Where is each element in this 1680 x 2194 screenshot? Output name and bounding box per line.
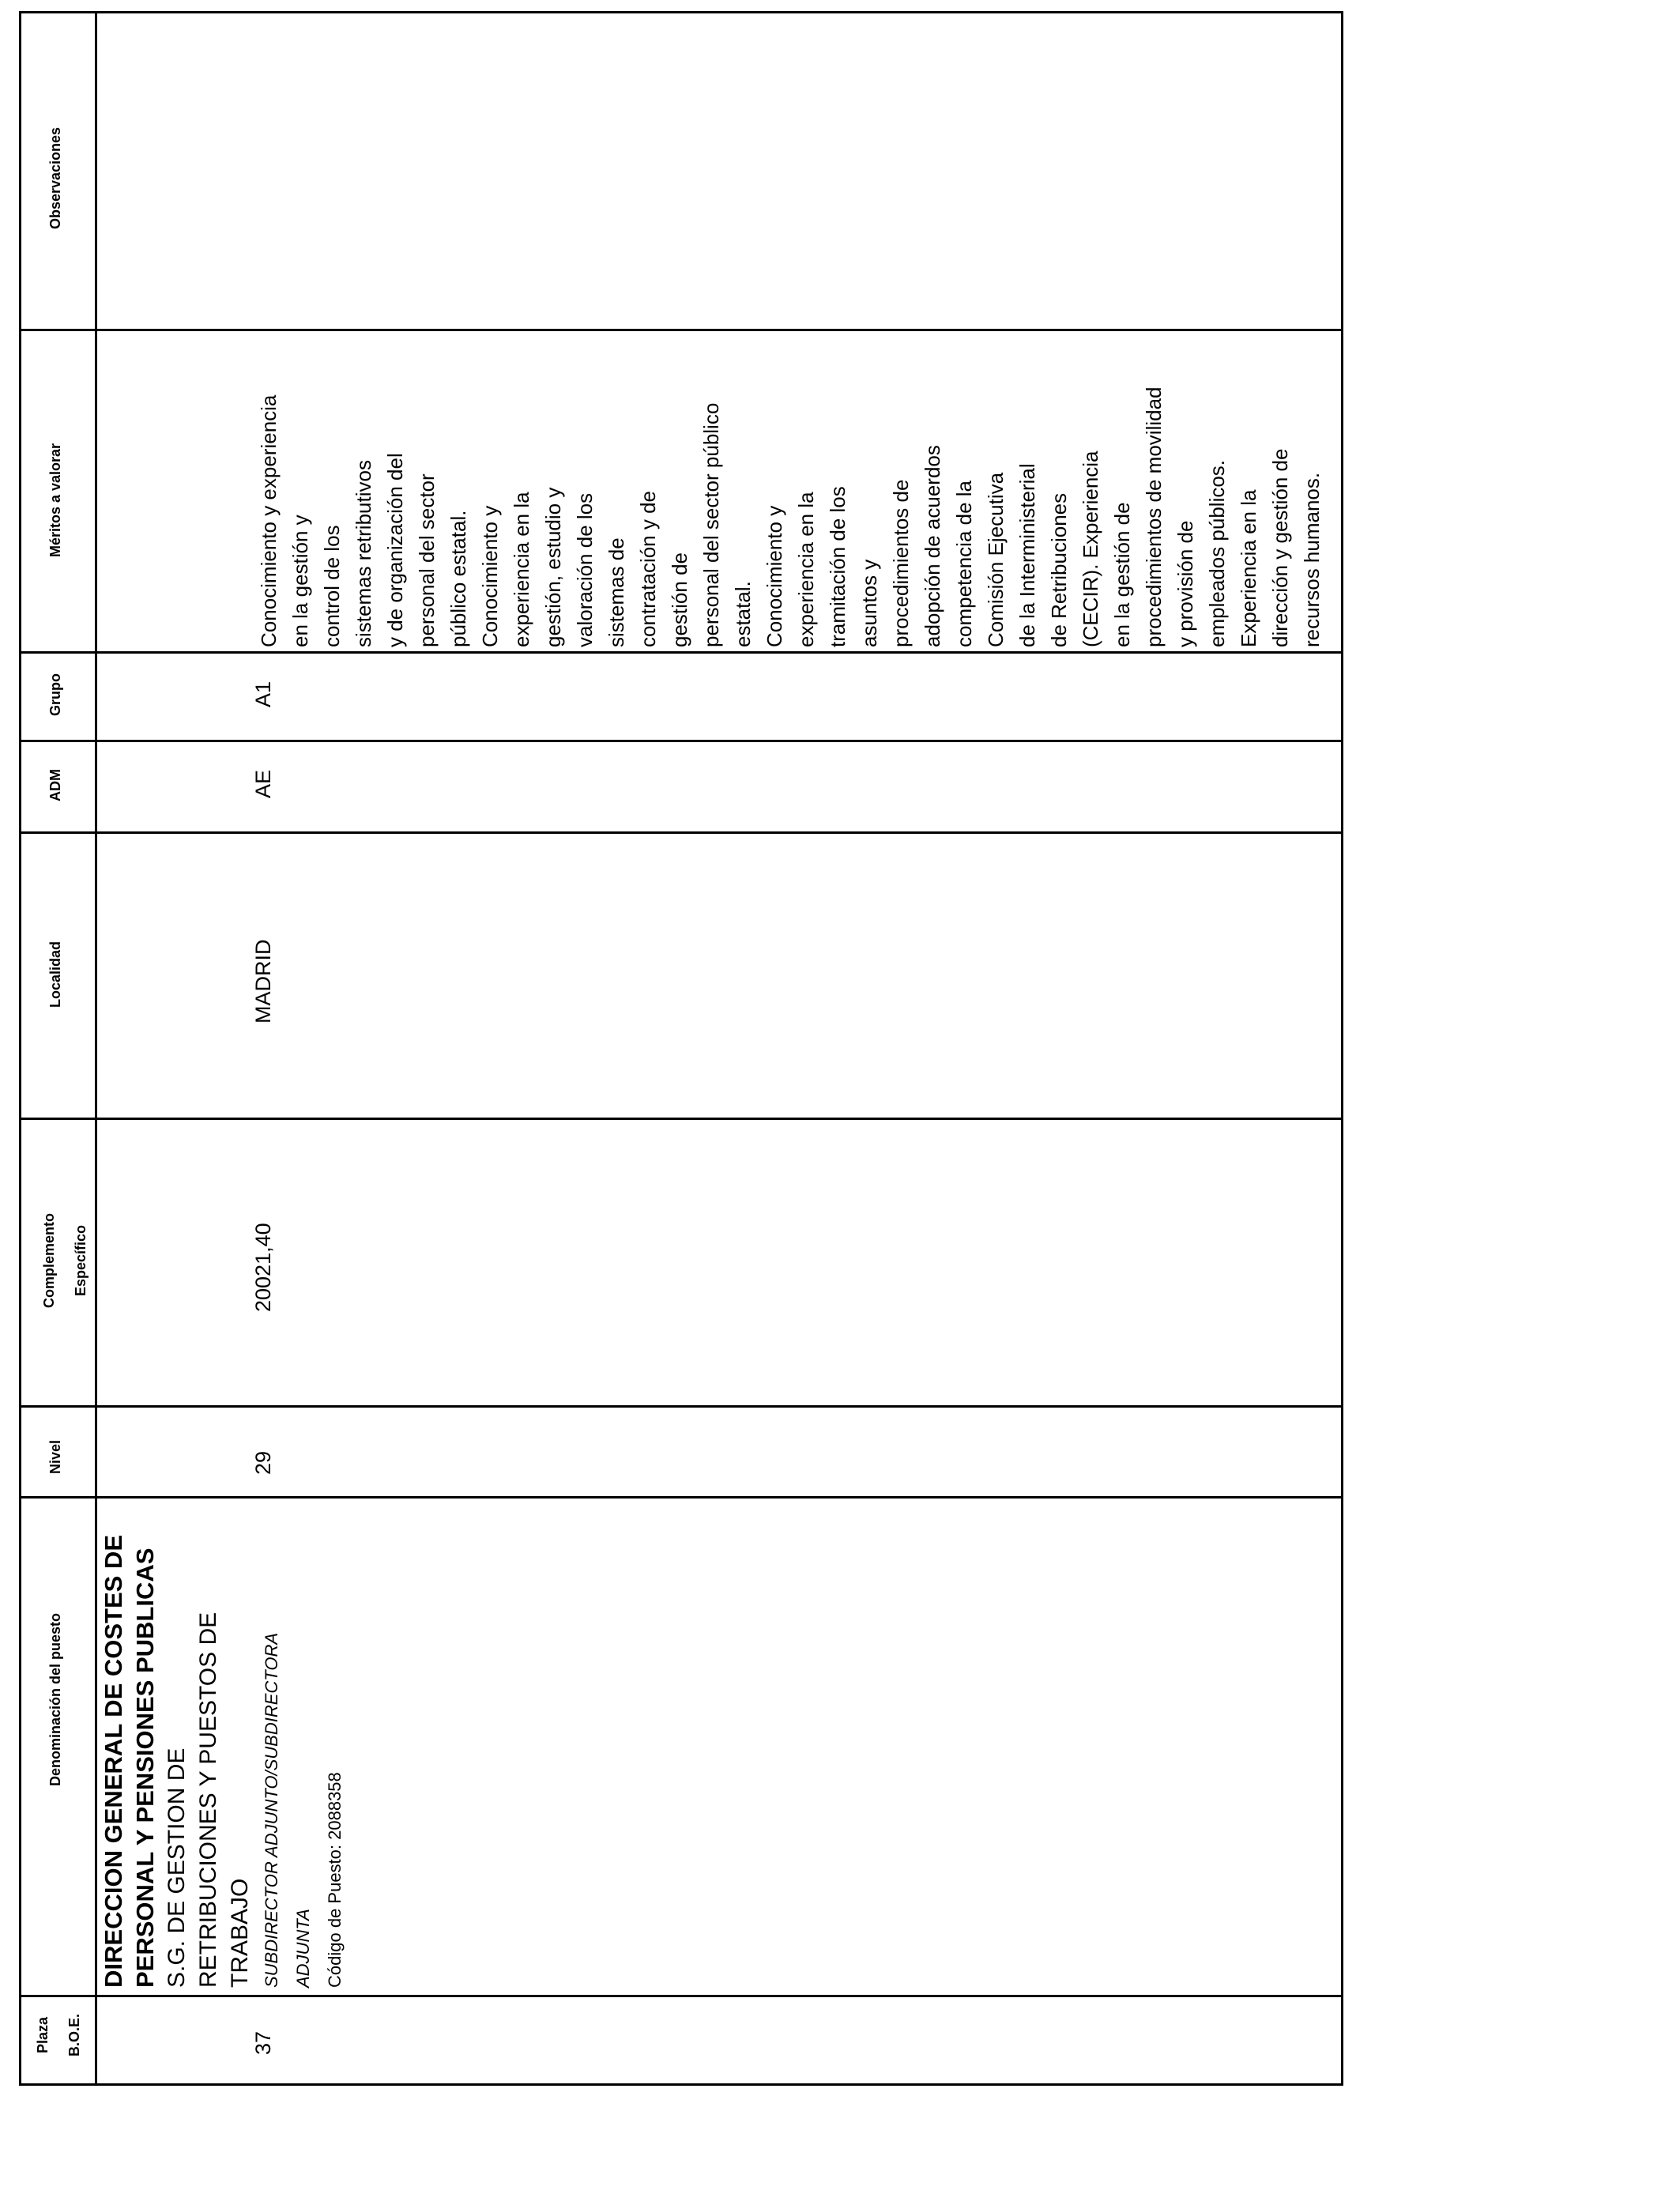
header-adm: ADM bbox=[47, 769, 63, 801]
merito-line: Conocimiento y bbox=[478, 505, 502, 647]
merito-line: sistemas de bbox=[605, 537, 628, 647]
codigo-puesto: Código de Puesto: 2088358 bbox=[325, 1772, 345, 1988]
header-localidad: Localidad bbox=[47, 941, 63, 1008]
cell-localidad: MADRID bbox=[251, 939, 275, 1023]
merito-line: de Retribuciones bbox=[1047, 492, 1071, 647]
header-complemento-line1: Complemento bbox=[41, 1213, 57, 1309]
merito-line: competencia de la bbox=[952, 480, 976, 647]
merito-line: experiencia en la bbox=[510, 492, 533, 647]
merito-line: tramitación de los bbox=[826, 486, 849, 647]
merito-line: valoración de los bbox=[573, 492, 597, 647]
sep-localidad-complemento bbox=[19, 1118, 1343, 1120]
merito-line: estatal. bbox=[731, 581, 755, 647]
merito-line: experiencia en la bbox=[794, 492, 818, 647]
cell-nivel: 29 bbox=[251, 1450, 275, 1475]
table-border-right bbox=[1341, 11, 1343, 2084]
table-border-top bbox=[19, 11, 1343, 13]
merito-line: empleados públicos. bbox=[1205, 459, 1229, 647]
cell-complemento: 20021,40 bbox=[251, 1223, 275, 1312]
direccion-line2: PERSONAL Y PENSIONES PUBLICAS bbox=[131, 1547, 159, 1988]
merito-line: personal del sector bbox=[415, 473, 439, 647]
header-complemento-line2: Específico bbox=[73, 1224, 89, 1297]
sep-nivel-denominacion bbox=[19, 1496, 1343, 1498]
merito-line: y de organización del bbox=[383, 453, 407, 647]
subdireccion-line1: S.G. DE GESTION DE bbox=[164, 1747, 190, 1988]
merito-line: procedimientos de bbox=[889, 479, 913, 647]
header-nivel: Nivel bbox=[47, 1439, 63, 1474]
merito-line: recursos humanos. bbox=[1300, 472, 1324, 647]
header-complemento bbox=[33, 1209, 96, 1312]
merito-line: sistemas retributivos bbox=[352, 460, 375, 647]
table-border-left bbox=[19, 11, 21, 2084]
header-plaza bbox=[27, 2000, 90, 2071]
merito-line: en la gestión y bbox=[288, 515, 312, 647]
merito-line: en la gestión de bbox=[1110, 502, 1134, 647]
sep-grupo-adm bbox=[19, 740, 1343, 742]
header-plaza-line2: B.O.E. bbox=[66, 2014, 82, 2057]
merito-line: procedimientos de movilidad bbox=[1142, 386, 1166, 647]
merito-line: gestión, estudio y bbox=[541, 487, 565, 647]
header-row-separator bbox=[95, 11, 97, 2084]
header-denominacion: Denominación del puesto bbox=[47, 1612, 63, 1786]
puesto-line1: SUBDIRECTOR ADJUNTO/SUBDIRECTORA bbox=[262, 1632, 281, 1988]
cell-meritos bbox=[253, 386, 1328, 647]
merito-line: gestión de bbox=[668, 552, 691, 647]
header-plaza-line1: Plaza bbox=[35, 2016, 51, 2054]
direccion-line1: DIRECCION GENERAL DE COSTES DE bbox=[100, 1534, 127, 1988]
merito-line: Comisión Ejecutiva bbox=[984, 472, 1008, 647]
merito-line: asuntos y bbox=[857, 559, 881, 647]
merito-line: de la Interministerial bbox=[1015, 463, 1039, 647]
header-grupo: Grupo bbox=[47, 673, 63, 716]
subdireccion-line2: RETRIBUCIONES Y PUESTOS DE bbox=[195, 1612, 221, 1988]
table-border-bottom bbox=[19, 2083, 1343, 2086]
merito-line: y provisión de bbox=[1173, 520, 1197, 647]
merito-line: público estatal. bbox=[446, 510, 470, 647]
cell-adm: AE bbox=[251, 769, 275, 798]
puesto-line2: ADJUNTA bbox=[293, 1909, 313, 1988]
merito-line: dirección y gestión de bbox=[1268, 448, 1292, 647]
sep-complemento-nivel bbox=[19, 1405, 1343, 1408]
merito-line: control de los bbox=[320, 525, 344, 647]
sep-denominacion-plaza bbox=[19, 1995, 1343, 1997]
header-observaciones: Observaciones bbox=[47, 126, 63, 229]
sep-obs-meritos bbox=[19, 329, 1343, 331]
merito-line: Experiencia en la bbox=[1237, 489, 1260, 647]
cell-denominacion bbox=[98, 1535, 351, 1988]
merito-line: Conocimiento y experiencia bbox=[257, 394, 281, 647]
subdireccion-line3: TRABAJO bbox=[227, 1878, 253, 1988]
header-meritos: Méritos a valorar bbox=[47, 443, 63, 557]
sep-meritos-grupo bbox=[19, 651, 1343, 654]
merito-line: contratación y de bbox=[636, 490, 660, 647]
merito-line: personal del sector público bbox=[699, 402, 723, 647]
merito-line: (CECIR). Experiencia bbox=[1079, 450, 1102, 647]
merito-line: Conocimiento y bbox=[763, 505, 786, 647]
cell-plaza: 37 bbox=[251, 2030, 275, 2055]
sep-adm-localidad bbox=[19, 831, 1343, 834]
merito-line: adopción de acuerdos bbox=[921, 445, 944, 647]
cell-grupo: A1 bbox=[251, 680, 275, 707]
